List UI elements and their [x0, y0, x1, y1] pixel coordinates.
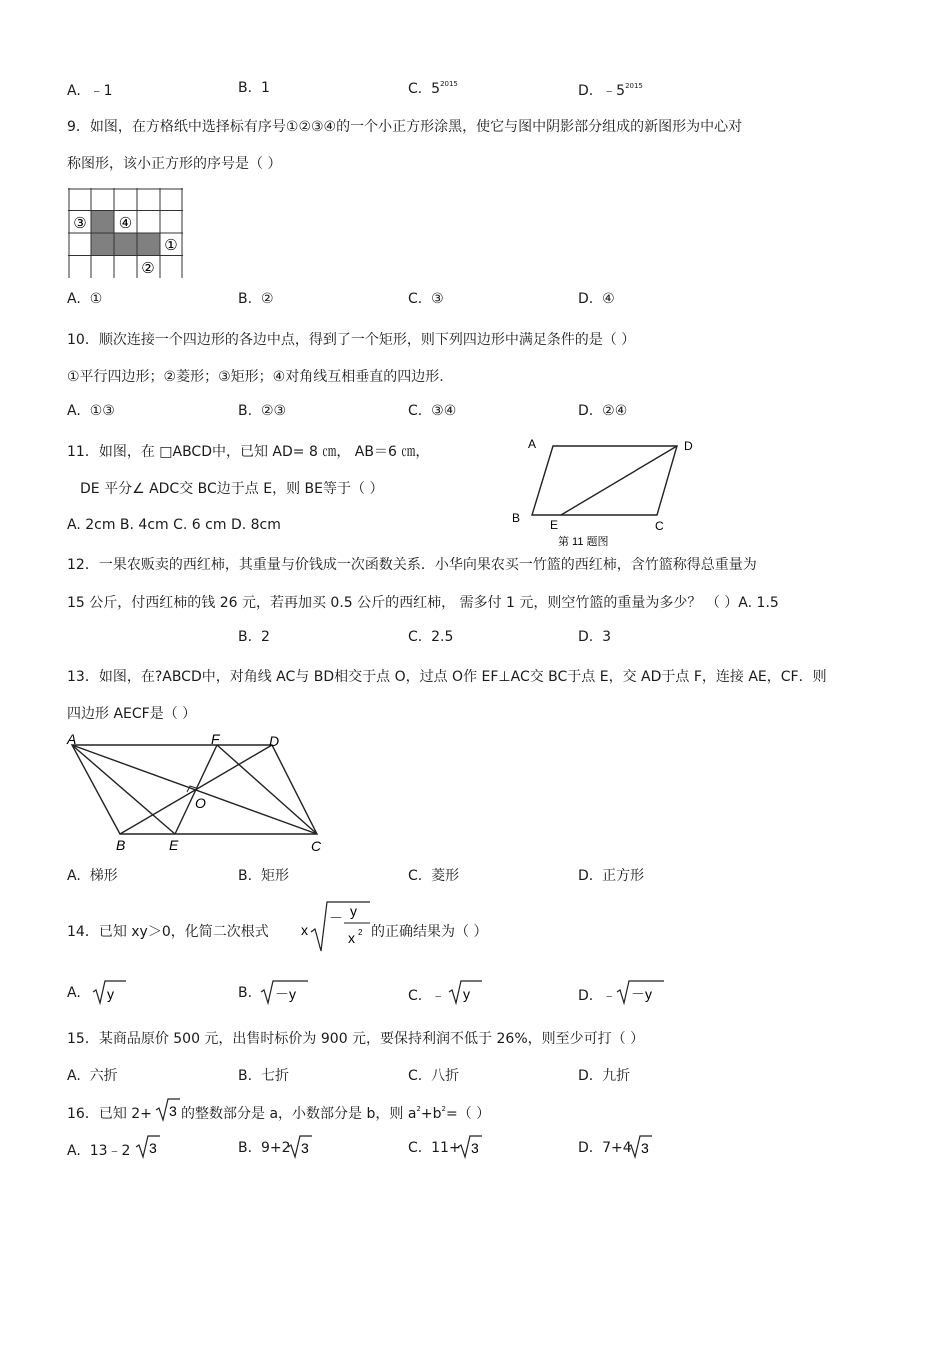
- denominator: x: [348, 930, 355, 946]
- q9-grid-figure: [68, 188, 184, 278]
- option-letter: B.: [238, 629, 253, 645]
- option-letter: B.: [238, 1068, 253, 1084]
- option-letter: D.: [578, 1140, 594, 1156]
- option-text: 正方形: [602, 868, 645, 884]
- q13-stem-line1: 13．如图，在?ABCD中，对角线 AC与 BD相交于点 O，过点 O作 EF⊥AC交 BC于点 E，交 AD于点 F，连接 AE，CF．则: [67, 669, 827, 685]
- q12-stem-line2: 15 公斤，付西红柿的钱 26 元，若再加买 0.5 公斤的西红柿， 需多付 1 元，则空竹篮的重量为多少？ （ ）A. 1.5: [67, 595, 779, 611]
- q12-option-d: [578, 629, 611, 645]
- q9-option-a: [67, 291, 102, 307]
- exponent: 2015: [440, 80, 458, 88]
- q16-option-d: [578, 1140, 632, 1156]
- exponent: 2: [416, 1105, 421, 1113]
- q14-stem-prefix: 14．已知 xy＞0，化简二次根式: [67, 924, 269, 940]
- exponent: 2: [441, 1105, 446, 1113]
- q9-option-d: [578, 291, 615, 307]
- q16-option-a-radical: [134, 1134, 162, 1160]
- q9-stem-line2: 称图形，该小正方形的序号是（ ）: [67, 156, 282, 172]
- q14-option-b-radical: [258, 978, 310, 1006]
- coefficient-x: x: [301, 922, 308, 938]
- q15-option-a: [67, 1065, 118, 1085]
- q16-option-c: [408, 1140, 461, 1156]
- q8-option-b: [238, 80, 270, 96]
- shaded-cell: [137, 233, 160, 256]
- option-text: ﹣1: [89, 83, 113, 99]
- option-letter: C.: [408, 868, 423, 884]
- option-text: 2.5: [431, 629, 454, 645]
- grid-label-3: ③: [73, 215, 87, 232]
- q13-option-d: [578, 865, 644, 885]
- label-d: D: [269, 733, 280, 749]
- q13-parallelogram-figure: [65, 730, 330, 854]
- label-c: C: [311, 838, 322, 854]
- radicand: 3: [471, 1140, 479, 1156]
- option-letter: D.: [578, 83, 594, 99]
- option-text: 5: [431, 81, 441, 97]
- shaded-cell: [91, 233, 114, 256]
- shaded-cell: [91, 211, 114, 234]
- option-text: 11+: [431, 1140, 461, 1156]
- q14-option-c-radical: [446, 978, 486, 1006]
- q9-option-c: [408, 291, 444, 307]
- q16-option-b: [238, 1140, 291, 1156]
- option-letter: D.: [578, 988, 594, 1004]
- option-letter: A.: [67, 83, 81, 99]
- option-letter: B.: [238, 985, 253, 1001]
- radicand: －y: [631, 986, 652, 1002]
- option-letter: A.: [67, 868, 81, 884]
- q16-option-b-radical: [286, 1134, 314, 1160]
- option-text: 九折: [602, 1068, 631, 1084]
- denominator-exponent: 2: [358, 928, 363, 937]
- exponent: 2015: [625, 82, 643, 90]
- q8-option-d: [578, 80, 643, 100]
- option-letter: B.: [238, 291, 253, 307]
- option-letter: D.: [578, 868, 594, 884]
- option-letter: A.: [67, 1143, 81, 1159]
- option-letter: B.: [238, 403, 253, 419]
- option-letter: D.: [578, 1068, 594, 1084]
- q10-option-d: [578, 403, 627, 419]
- segment-ae: [72, 745, 175, 834]
- option-text: ④: [602, 291, 615, 307]
- q13-option-c: [408, 865, 459, 885]
- grid-label-4: ④: [118, 215, 133, 232]
- q11-parallelogram-figure: [505, 432, 705, 550]
- q14-option-a: [67, 985, 81, 1001]
- option-letter: C.: [408, 81, 423, 97]
- option-letter: C.: [408, 629, 423, 645]
- stem-text: =（ ）: [445, 1106, 491, 1122]
- q14-option-a-radical: [90, 978, 130, 1006]
- label-b: B: [116, 837, 126, 853]
- q15-stem: 15．某商品原价 500 元，出售时标价为 900 元，要保持利润不低于 26%，则至少可打（ ）: [67, 1031, 645, 1047]
- q16-option-c-radical: [456, 1134, 484, 1160]
- option-letter: A.: [67, 291, 81, 307]
- q12-option-c: [408, 629, 453, 645]
- option-text: 矩形: [260, 868, 289, 884]
- option-text: 1: [260, 80, 270, 96]
- option-text: 梯形: [89, 868, 118, 884]
- option-text: 六折: [89, 1068, 118, 1084]
- minus-sign: －: [329, 910, 343, 926]
- grid-lines: [68, 188, 183, 278]
- label-d: D: [684, 439, 693, 453]
- stem-text: +b: [420, 1106, 442, 1122]
- label-b: B: [512, 511, 521, 525]
- option-text: 9+2: [260, 1140, 291, 1156]
- option-text: ③: [431, 291, 444, 307]
- option-letter: D.: [578, 629, 594, 645]
- option-letter: C.: [408, 403, 423, 419]
- radicand: 3: [169, 1103, 177, 1119]
- q11-stem-line1: 11．如图，在 □ABCD中，已知 AD= 8 ㎝， AB＝6 ㎝，: [67, 444, 430, 460]
- q15-option-c: [408, 1065, 459, 1085]
- q15-option-d: [578, 1065, 630, 1085]
- option-text: ③④: [431, 403, 457, 419]
- label-a: A: [528, 437, 537, 451]
- option-text: ②④: [602, 403, 628, 419]
- option-text: 八折: [431, 1068, 460, 1084]
- option-text: ②: [260, 291, 274, 307]
- option-letter: C.: [408, 291, 423, 307]
- label-e: E: [550, 518, 559, 532]
- q9-stem-line1: 9．如图，在方格纸中选择标有序号①②③④的一个小正方形涂黑，使它与图中阴影部分组成的新图形为中心对: [67, 119, 743, 135]
- q10-option-c: [408, 403, 456, 419]
- option-text: ﹣5: [602, 83, 626, 99]
- parallelogram-abcd: [532, 446, 677, 515]
- option-sign: ﹣: [431, 988, 446, 1004]
- q14-radical-expression: [298, 898, 378, 956]
- option-letter: D.: [578, 291, 594, 307]
- q11-options: A. 2cm B. 4cm C. 6 cm D. 8cm: [67, 517, 281, 533]
- q10-stem-line2: ①平行四边形；②菱形；③矩形；④对角线互相垂直的四边形.: [67, 369, 444, 385]
- option-letter: A.: [67, 403, 81, 419]
- grid-label-2: ②: [141, 260, 155, 277]
- option-text: 7+4: [602, 1140, 632, 1156]
- label-c: C: [655, 519, 664, 533]
- segment-ef: [175, 745, 217, 834]
- option-letter: B.: [238, 868, 253, 884]
- stem-text: 的整数部分是 a，小数部分是 b，则 a: [181, 1106, 417, 1122]
- label-o: O: [195, 795, 206, 811]
- q12-stem-line1: 12．一果农贩卖的西红柿，其重量与价钱成一次函数关系．小华向果农买一竹篮的西红柿，含竹篮称得总重量为: [67, 557, 757, 573]
- q14-stem-suffix: 的正确结果为（ ）: [371, 924, 488, 940]
- q9-option-b: [238, 291, 274, 307]
- option-text: ①: [89, 291, 103, 307]
- option-letter: C.: [408, 988, 423, 1004]
- q14-option-d: [578, 985, 616, 1005]
- option-text: ①③: [89, 403, 115, 419]
- diagonal-ac: [72, 745, 317, 834]
- q8-option-a: [67, 80, 113, 100]
- segment-cf: [217, 745, 317, 834]
- option-text: 3: [602, 629, 612, 645]
- option-letter: B.: [238, 80, 253, 96]
- option-letter: A.: [67, 985, 81, 1001]
- label-a: A: [67, 731, 77, 747]
- q14-option-c: [408, 985, 445, 1005]
- q16-radical-3: [154, 1097, 182, 1123]
- option-text: ②③: [260, 403, 287, 419]
- label-e: E: [169, 837, 179, 853]
- option-letter: B.: [238, 1140, 253, 1156]
- q16-stem-prefix: 16．已知 2+: [67, 1106, 152, 1122]
- option-text: 13﹣2: [89, 1143, 131, 1159]
- option-letter: C.: [408, 1068, 423, 1084]
- radicand: －y: [275, 986, 296, 1002]
- q10-stem-line1: 10．顺次连接一个四边形的各边中点，得到了一个矩形，则下列四边形中满足条件的是（ ）: [67, 332, 636, 348]
- option-letter: D.: [578, 403, 594, 419]
- label-f: F: [211, 731, 220, 747]
- grid-label-1: ①: [164, 237, 178, 254]
- radicand: y: [107, 986, 114, 1002]
- option-text: 菱形: [431, 868, 460, 884]
- shaded-cell: [114, 233, 137, 256]
- radicand: 3: [149, 1140, 157, 1156]
- q13-option-b: [238, 865, 289, 885]
- figure-caption: 第 11 题图: [558, 536, 609, 548]
- q11-stem-line2: DE 平分∠ ADC交 BC边于点 E，则 BE等于（ ）: [80, 481, 384, 497]
- q16-stem-rest: [181, 1103, 490, 1123]
- numerator: y: [350, 903, 357, 919]
- q16-option-d-radical: [626, 1134, 654, 1160]
- option-letter: A.: [67, 1068, 81, 1084]
- q10-option-b: [238, 403, 286, 419]
- q13-stem-line2: 四边形 AECF是（ ）: [67, 706, 197, 722]
- q15-option-b: [238, 1065, 289, 1085]
- q14-option-d-radical: [614, 978, 666, 1006]
- radicand: y: [463, 986, 470, 1002]
- q16-option-a: [67, 1140, 130, 1160]
- q14-option-b: [238, 985, 252, 1001]
- q12-option-b: [238, 629, 270, 645]
- q10-option-a: [67, 403, 115, 419]
- option-text: 2: [260, 629, 270, 645]
- q13-option-a: [67, 865, 118, 885]
- radicand: 3: [301, 1140, 309, 1156]
- q8-option-c: [408, 80, 458, 97]
- option-sign: ﹣: [602, 988, 617, 1004]
- option-text: 七折: [260, 1068, 289, 1084]
- radicand: 3: [641, 1140, 649, 1156]
- option-letter: C.: [408, 1140, 423, 1156]
